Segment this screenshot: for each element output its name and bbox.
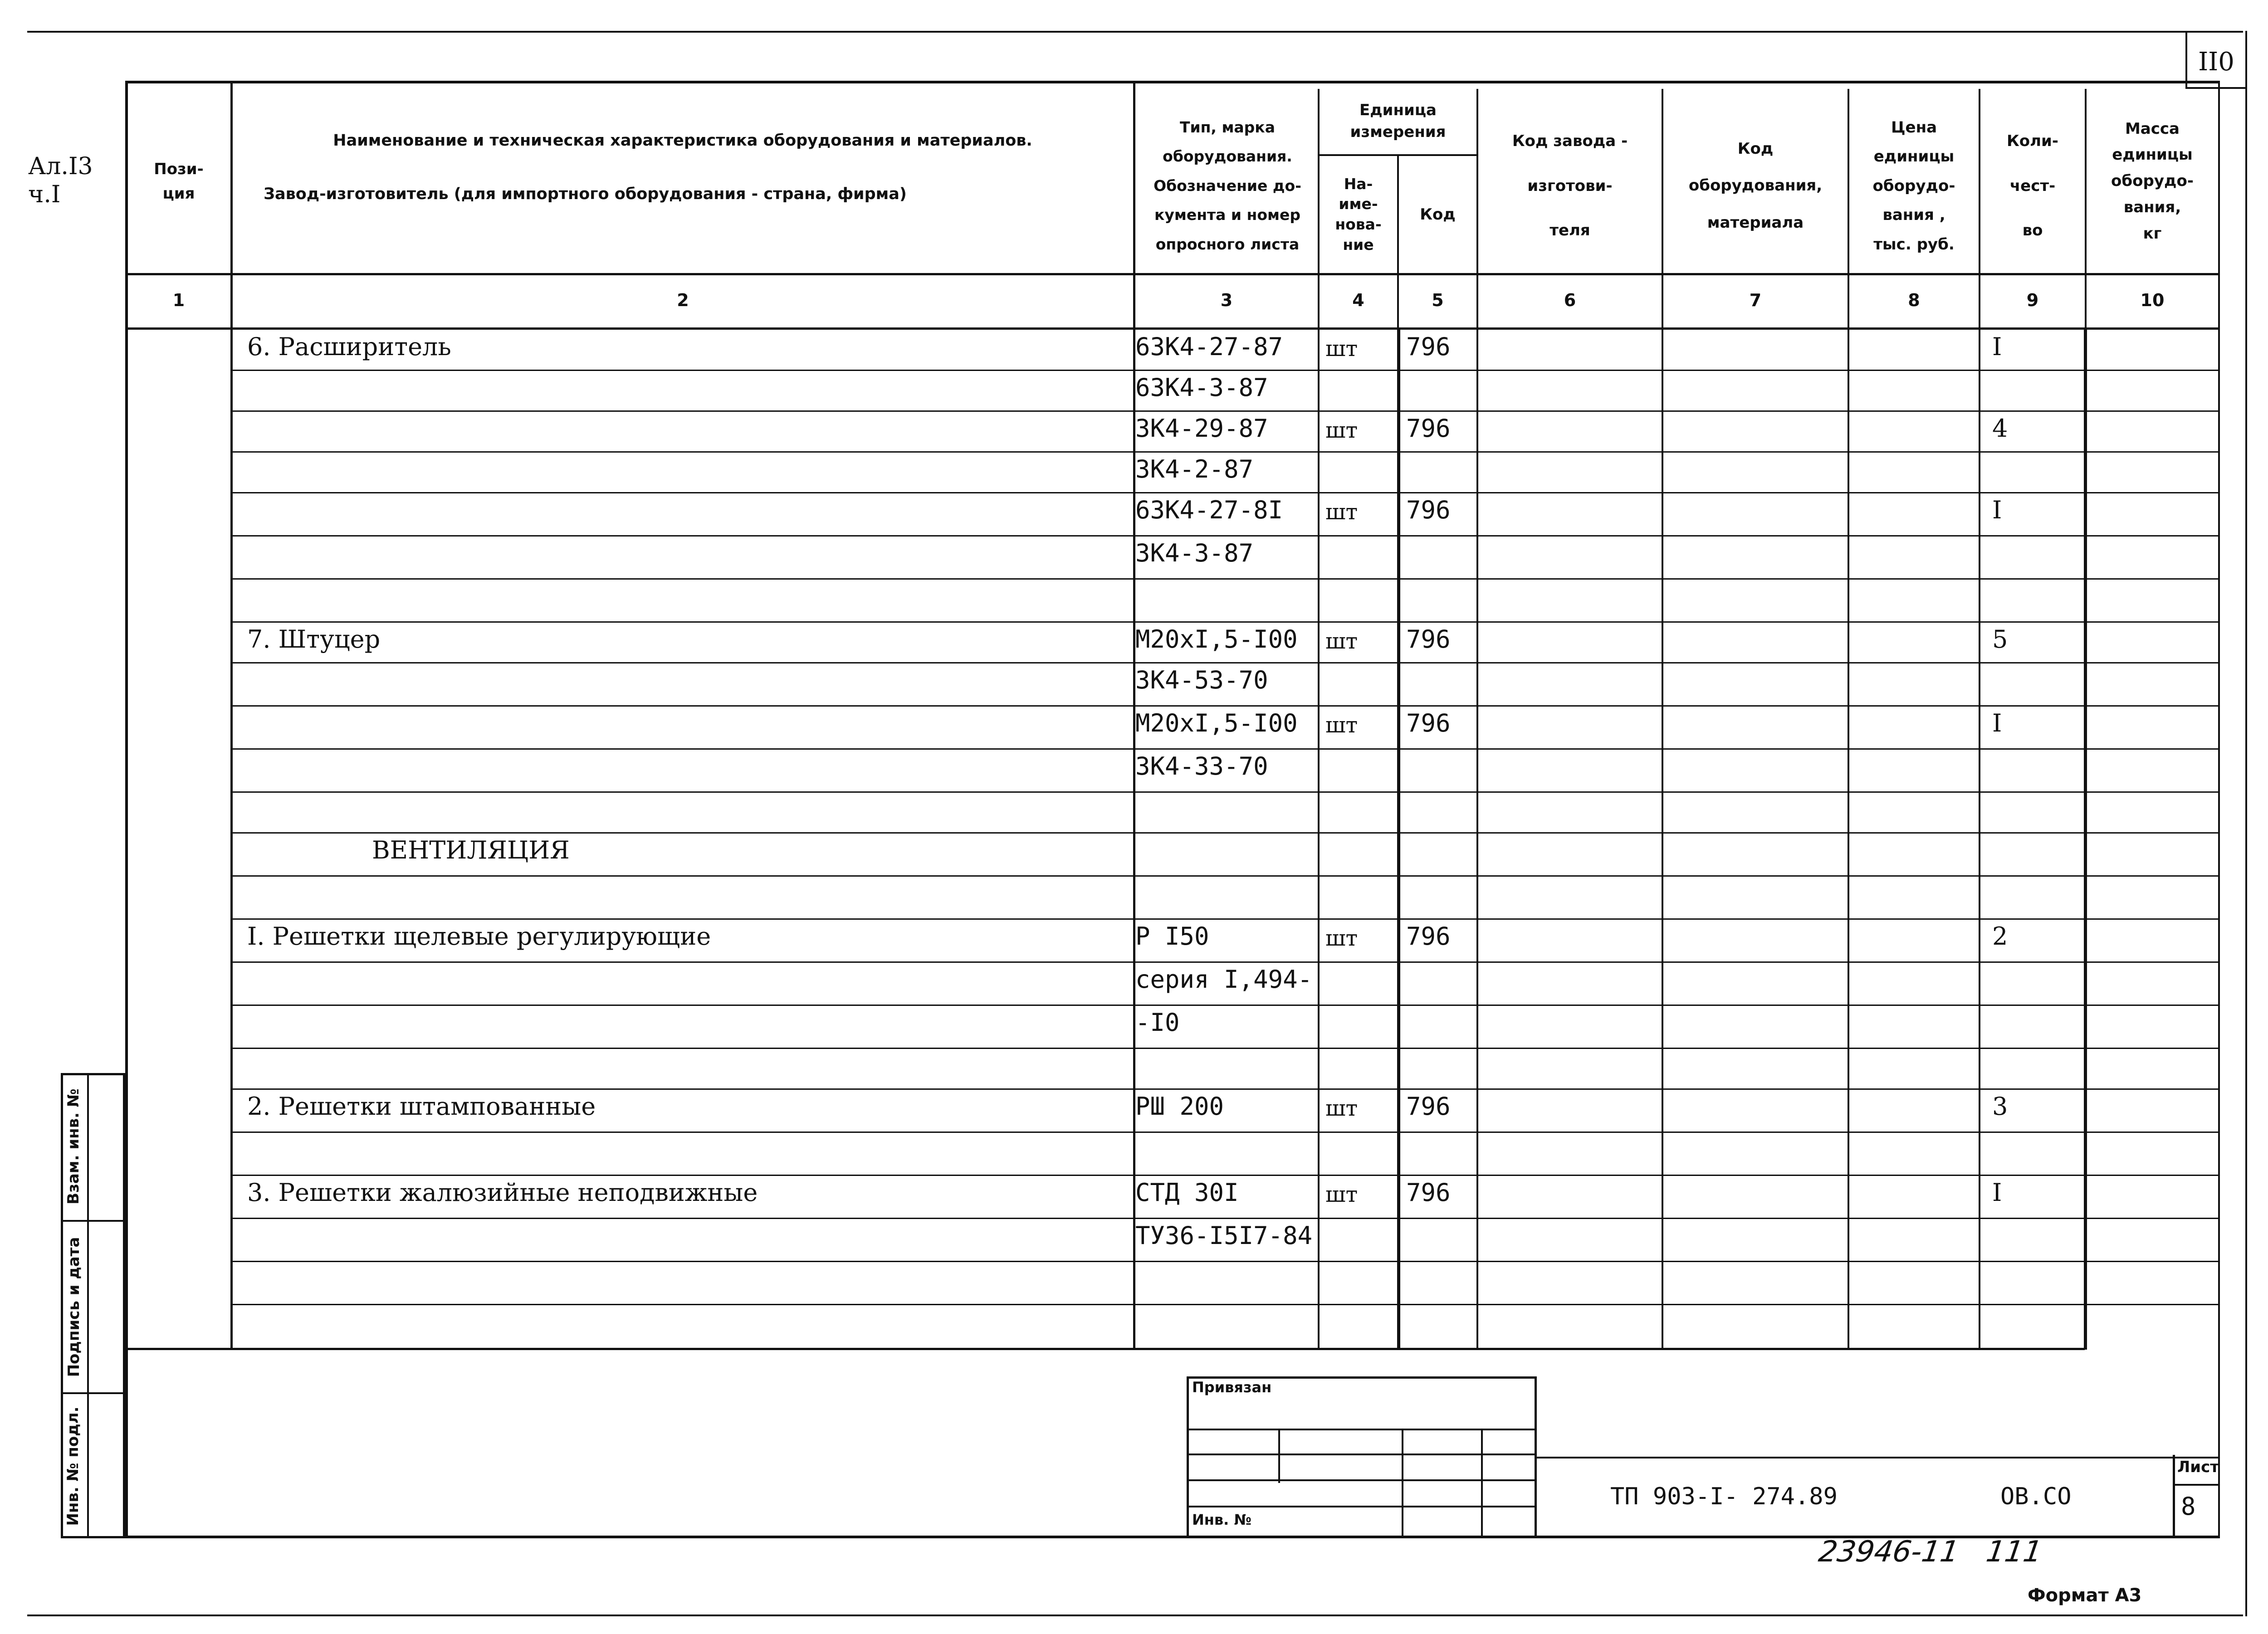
row-19-name: 2. Решетки штампованные	[247, 1092, 596, 1121]
row-line	[233, 370, 2220, 371]
row-3-type: 3К4-29-87	[1135, 414, 1268, 443]
header-col10: Масса единицы оборудо- вания, кг	[2111, 119, 2194, 243]
row-5-unit: шт	[1325, 499, 1358, 525]
row-line	[233, 832, 2220, 834]
colnum-7: 7	[1749, 290, 1762, 310]
row-1-unit: шт	[1325, 336, 1358, 361]
colnum-6: 6	[1564, 290, 1576, 310]
row-line	[233, 918, 2220, 920]
colnum-5: 5	[1432, 290, 1444, 310]
row-8-code: 796	[1406, 625, 1451, 654]
row-3-qty: 4	[1992, 414, 2008, 443]
header-col4: На- име- нова- ние	[1335, 175, 1382, 254]
header-col2-line2: Завод-изготовитель (для импортного оборудования - страна, фирма)	[264, 185, 907, 203]
row-line	[233, 578, 2220, 580]
header-col3: Тип, марка оборудования. Обозначение до- кумента и номер опросного листа	[1154, 118, 1301, 253]
side-vzam-inv: Взам. инв. №	[64, 1088, 83, 1205]
row-15-type: Р I50	[1135, 922, 1209, 951]
colnum-bottom-line	[125, 327, 2220, 330]
stamp-inv-no: Инв. №	[1192, 1511, 1251, 1528]
row-5-code: 796	[1406, 496, 1451, 524]
colnum-4: 4	[1352, 290, 1364, 310]
row-10-unit: шт	[1325, 712, 1358, 738]
colnum-8: 8	[1908, 290, 1920, 310]
stamp-list-label: Лист	[2177, 1458, 2219, 1476]
row-8-unit: шт	[1325, 629, 1358, 654]
stamp-line-h3	[1187, 1479, 1537, 1481]
row-line	[233, 410, 2220, 412]
row-19-unit: шт	[1325, 1096, 1358, 1121]
side-stamp-divider-v	[87, 1073, 89, 1538]
col-line-5	[1476, 89, 1478, 1349]
row-3-code: 796	[1406, 414, 1451, 443]
row-line	[233, 1088, 2220, 1090]
row-8-type: М20хI,5-I00	[1135, 625, 1298, 654]
header-col7: Код оборудования, материала	[1688, 139, 1823, 232]
row-15-unit: шт	[1325, 926, 1358, 951]
row-21-code: 796	[1406, 1178, 1451, 1207]
stamp-line-h4	[1187, 1506, 1537, 1507]
row-line	[233, 1132, 2220, 1133]
left-note-line2: ч.I	[28, 181, 61, 208]
stamp-doc-code: ТП 903-I- 274.89	[1610, 1483, 1838, 1510]
row-19-type: РШ 200	[1135, 1092, 1224, 1121]
row-line	[233, 1304, 2220, 1305]
row-8-name: 7. Штуцер	[247, 625, 381, 654]
row-15-code: 796	[1406, 922, 1451, 951]
row-line	[233, 791, 2220, 793]
row-21-type: СТД 30I	[1135, 1178, 1239, 1207]
row-22-type: ТУ36-I5I7-84	[1135, 1221, 1313, 1250]
col-line-8	[1979, 89, 1980, 1349]
format-label: Формат А3	[2028, 1585, 2142, 1606]
right-border	[2245, 31, 2247, 1616]
page-number: II0	[2198, 47, 2234, 77]
row-line	[233, 748, 2220, 750]
header-col8: Цена единицы оборудо- вания , тыс. руб.	[1872, 118, 1955, 254]
top-border	[27, 31, 2243, 33]
row-5-qty: I	[1992, 496, 2002, 524]
header-col45-group: Единица измерения	[1350, 101, 1446, 141]
row-15-qty: 2	[1992, 922, 2008, 951]
col-line-7	[1848, 89, 1849, 1349]
stamp-list-number: 8	[2181, 1492, 2196, 1521]
header-col1: Пози- ция	[154, 160, 204, 203]
row-10-code: 796	[1406, 709, 1451, 737]
row-line	[233, 492, 2220, 493]
row-1-code: 796	[1406, 332, 1451, 361]
colnum-1: 1	[172, 290, 185, 310]
row-line	[233, 1261, 2220, 1262]
row-8-qty: 5	[1992, 625, 2008, 654]
row-15-name: I. Решетки щелевые регулирующие	[247, 922, 711, 951]
left-note-line1: Ал.I3	[28, 153, 93, 180]
col-line-6	[1662, 89, 1663, 1349]
bottom-border	[27, 1614, 2243, 1616]
row-16-type: серия I,494-	[1135, 965, 1313, 994]
row-11-type: 3К4-33-70	[1135, 752, 1268, 780]
colnum-2: 2	[677, 290, 689, 310]
handwritten-number: 23946-11 111	[1816, 1535, 2044, 1569]
row-1-qty: I	[1992, 332, 2002, 361]
header-bottom-line	[125, 273, 2220, 275]
row-4-type: 3К4-2-87	[1135, 455, 1254, 483]
header-col5: Код	[1420, 205, 1456, 224]
stamp-line-h2	[1187, 1454, 1537, 1455]
row-line	[233, 961, 2220, 963]
row-line	[233, 621, 2220, 623]
side-inv-podl: Инв. № подл.	[64, 1406, 82, 1526]
header-col9: Коли- чест- во	[2007, 132, 2058, 240]
row-10-type: М20хI,5-I00	[1135, 709, 1298, 737]
row-17-type: -I0	[1135, 1008, 1180, 1037]
stamp-line-v3	[1481, 1429, 1483, 1538]
thick-box-right	[2084, 327, 2087, 1350]
list-box-divider	[2173, 1484, 2220, 1486]
row-line	[233, 535, 2220, 537]
row-21-name: 3. Решетки жалюзийные неподвижные	[247, 1178, 758, 1207]
row-21-unit: шт	[1325, 1182, 1358, 1207]
stamp-line-v1	[1278, 1429, 1280, 1483]
row-line	[233, 451, 2220, 453]
stamp-line-h1	[1187, 1429, 1537, 1430]
row-1-name: 6. Расширитель	[247, 332, 451, 361]
colnum-10: 10	[2140, 290, 2165, 310]
stamp-line-v2	[1402, 1429, 1403, 1538]
row-1-type: 63К4-27-87	[1135, 332, 1283, 361]
row-19-qty: 3	[1992, 1092, 2008, 1121]
left-note	[28, 152, 93, 209]
col-line-3	[1318, 89, 1320, 1349]
row-6-type: 3К4-3-87	[1135, 539, 1254, 567]
row-10-qty: I	[1992, 709, 2002, 737]
title-block-top	[1537, 1457, 2220, 1458]
stamp-mark: ОВ.СО	[2000, 1483, 2072, 1510]
row-9-type: 3К4-53-70	[1135, 666, 1268, 694]
colnum-3: 3	[1220, 290, 1233, 310]
row-line	[233, 1005, 2220, 1006]
table-bottom-line	[125, 1348, 2085, 1350]
row-line	[233, 1175, 2220, 1176]
row-line	[233, 1218, 2220, 1219]
stamp-privyazan: Привязан	[1192, 1379, 1272, 1396]
header-col2-line1: Наименование и техническая характеристика оборудования и материалов.	[333, 132, 1032, 150]
colnum-9: 9	[2026, 290, 2039, 310]
row-3-unit: шт	[1325, 418, 1358, 443]
row-21-qty: I	[1992, 1178, 2002, 1207]
row-13-name: ВЕНТИЛЯЦИЯ	[372, 836, 570, 864]
header-col6: Код завода - изготови- теля	[1512, 132, 1628, 240]
row-line	[233, 875, 2220, 877]
row-line	[233, 1048, 2220, 1049]
side-podpis-data: Подпись и дата	[65, 1237, 83, 1377]
page-number-box	[2185, 31, 2245, 89]
row-line	[233, 705, 2220, 707]
col-line-1	[230, 81, 233, 1349]
row-19-code: 796	[1406, 1092, 1451, 1121]
row-5-type: 63К4-27-8I	[1135, 496, 1283, 524]
row-2-type: 63К4-3-87	[1135, 373, 1268, 402]
thick-box-left	[1397, 327, 1400, 1350]
row-line	[233, 662, 2220, 663]
